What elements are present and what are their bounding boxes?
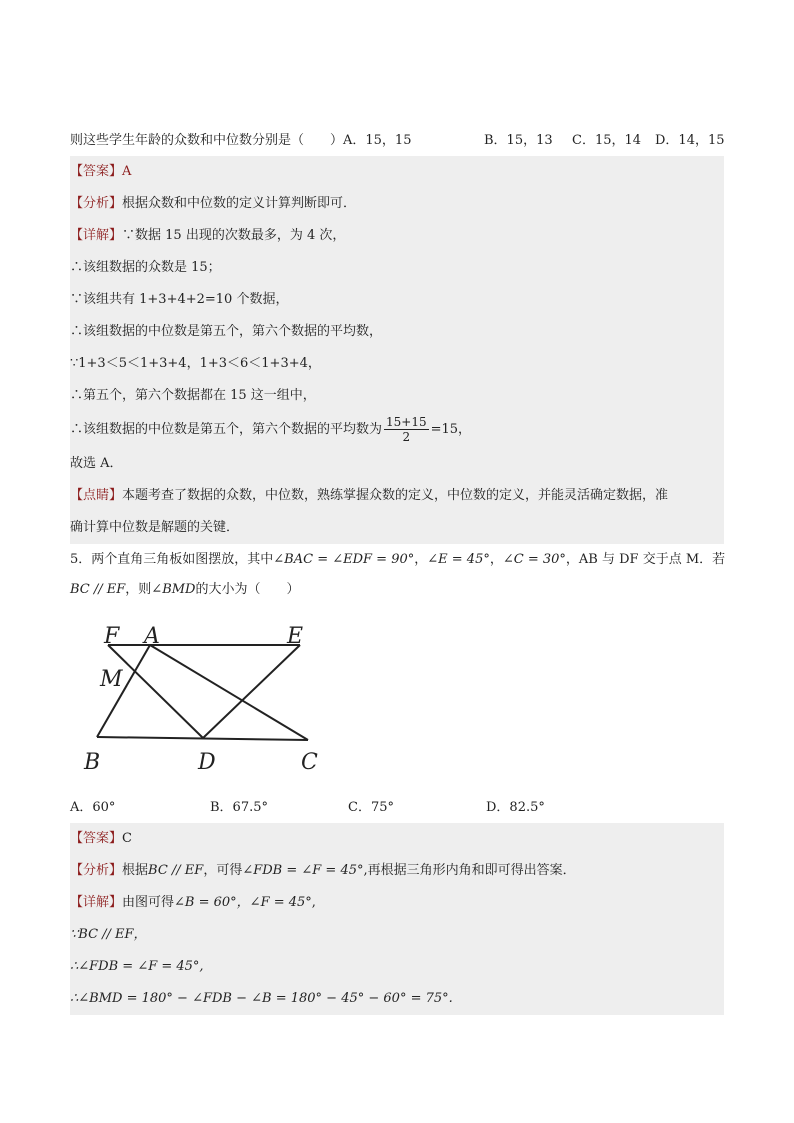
q4-analysis-row: [70, 188, 724, 220]
label-D: D: [198, 750, 216, 775]
q4-answer-row: [70, 156, 724, 188]
comment-text: 本题考查了数据的众数，中位数，熟练掌握众数的定义，中位数的定义，并能灵活确定数据，准: [122, 488, 669, 503]
q5-text: ，: [414, 552, 428, 567]
q5-analysis-row: [70, 855, 724, 887]
q5-detail-row-3: [70, 951, 724, 983]
detail-tag: 【详解】: [70, 228, 123, 243]
detail-line: ∴该组数据的中位数是第五个，第六个数据的平均数，: [70, 324, 383, 339]
q5-math: ∠BAC = ∠EDF = 90°: [273, 552, 415, 567]
answer-value: C: [122, 831, 132, 846]
label-A: A: [144, 624, 160, 649]
q4-detail-row-2: [70, 252, 724, 284]
label-B: B: [84, 750, 101, 775]
analysis-tag: 【分析】: [70, 196, 123, 211]
detail-line: ∴该组数据的中位数是第五个，第六个数据的平均数为: [70, 422, 383, 437]
q4-stem-row: [70, 125, 724, 157]
analysis-tag: 【分析】: [70, 863, 123, 878]
analysis-math: ∠FDB = ∠F = 45°: [242, 863, 364, 878]
detail-line: 由图可得: [122, 895, 175, 910]
q5-text: ，AB 与 DF 交于点 M．若: [565, 552, 726, 567]
label-M: M: [100, 667, 123, 692]
q5-detail-row-1: [70, 887, 724, 919]
q5-math: ∠E = 45°: [427, 552, 490, 567]
label-F: F: [104, 624, 120, 649]
detail-math: ∵BC // EF，: [70, 927, 147, 942]
detail-line: 故选 A．: [70, 456, 123, 471]
analysis-text: ，可得: [203, 863, 243, 878]
detail-line: ∴该组数据的众数是 15；: [70, 260, 221, 275]
triangle-figure: [70, 612, 340, 782]
q4-comment-row-1: [70, 480, 724, 512]
detail-line: ,: [311, 895, 316, 910]
q5-option-a: A．60°: [70, 800, 116, 815]
fraction-denominator: 2: [402, 430, 411, 444]
q5-text: 的大小为（ ）: [195, 582, 300, 597]
q5-stem-line-1: [70, 544, 724, 576]
detail-line: ∵1+3＜5＜1+3+4，1+3＜6＜1+3+4，: [70, 356, 321, 371]
q4-detail-row-8: [70, 448, 724, 480]
comment-tag: 【点睛】: [70, 488, 123, 503]
comment-text: 确计算中位数是解题的关键．: [70, 520, 240, 535]
q5-math: ∠C = 30°: [502, 552, 566, 567]
q4-detail-row-4: [70, 316, 724, 348]
q4-detail-row-1: [70, 220, 724, 252]
q5-option-d: D．82.5°: [486, 800, 545, 815]
q4-option-b: B．15，13: [484, 133, 553, 148]
detail-line: =15，: [430, 422, 472, 437]
q4-comment-row-2: [70, 512, 724, 544]
q4-stem: 则这些学生年龄的众数和中位数分别是（ ）A．15，15: [70, 133, 412, 148]
q5-text: ，则: [125, 582, 152, 597]
q5-option-b: B．67.5°: [210, 800, 268, 815]
analysis-math: BC // EF: [148, 863, 204, 878]
q5-option-c: C．75°: [348, 800, 394, 815]
q5-text: 5．两个直角三角板如图摆放，其中: [70, 552, 274, 567]
q5-stem-line-2: [70, 574, 724, 606]
detail-line: ∴第五个，第六个数据都在 15 这一组中，: [70, 388, 316, 403]
q5-math: ∠BMD: [151, 582, 196, 597]
answer-value: A: [122, 164, 132, 179]
fraction: [384, 415, 429, 444]
segment-ED: [203, 645, 300, 738]
analysis-text: 根据: [122, 863, 149, 878]
detail-line: ∵数据 15 出现的次数最多，为 4 次，: [122, 228, 346, 243]
q4-detail-row-6: [70, 380, 724, 412]
analysis-text: 根据众数和中位数的定义计算判断即可．: [122, 196, 357, 211]
q4-detail-row-3: [70, 284, 724, 316]
q4-detail-row-7: [70, 412, 724, 448]
q4-option-d: D．14，15: [655, 133, 725, 148]
detail-math: ∴∠FDB = ∠F = 45°,: [70, 959, 204, 974]
fraction-numerator: 15+15: [386, 415, 427, 429]
analysis-text: ,再根据三角形内角和即可得出答案．: [363, 863, 576, 878]
q5-options-row: [70, 792, 724, 824]
q4-detail-row-5: [70, 348, 724, 380]
label-E: E: [287, 624, 304, 649]
answer-tag: 【答案】: [70, 164, 123, 179]
q4-option-c: C．15，14: [572, 133, 642, 148]
q5-text: ，: [489, 552, 503, 567]
detail-math: ∠B = 60°，∠F = 45°: [174, 895, 312, 910]
q5-answer-row: [70, 823, 724, 855]
detail-math: ∴∠BMD = 180° − ∠FDB − ∠B = 180° − 45° − 60° = 75°.: [70, 991, 453, 1006]
detail-line: ∵该组共有 1+3+4+2=10 个数据，: [70, 292, 289, 307]
q5-math: BC // EF: [70, 582, 126, 597]
label-C: C: [301, 750, 318, 775]
detail-tag: 【详解】: [70, 895, 123, 910]
answer-tag: 【答案】: [70, 831, 123, 846]
q5-detail-row-2: [70, 919, 724, 951]
q5-detail-row-4: [70, 983, 724, 1015]
